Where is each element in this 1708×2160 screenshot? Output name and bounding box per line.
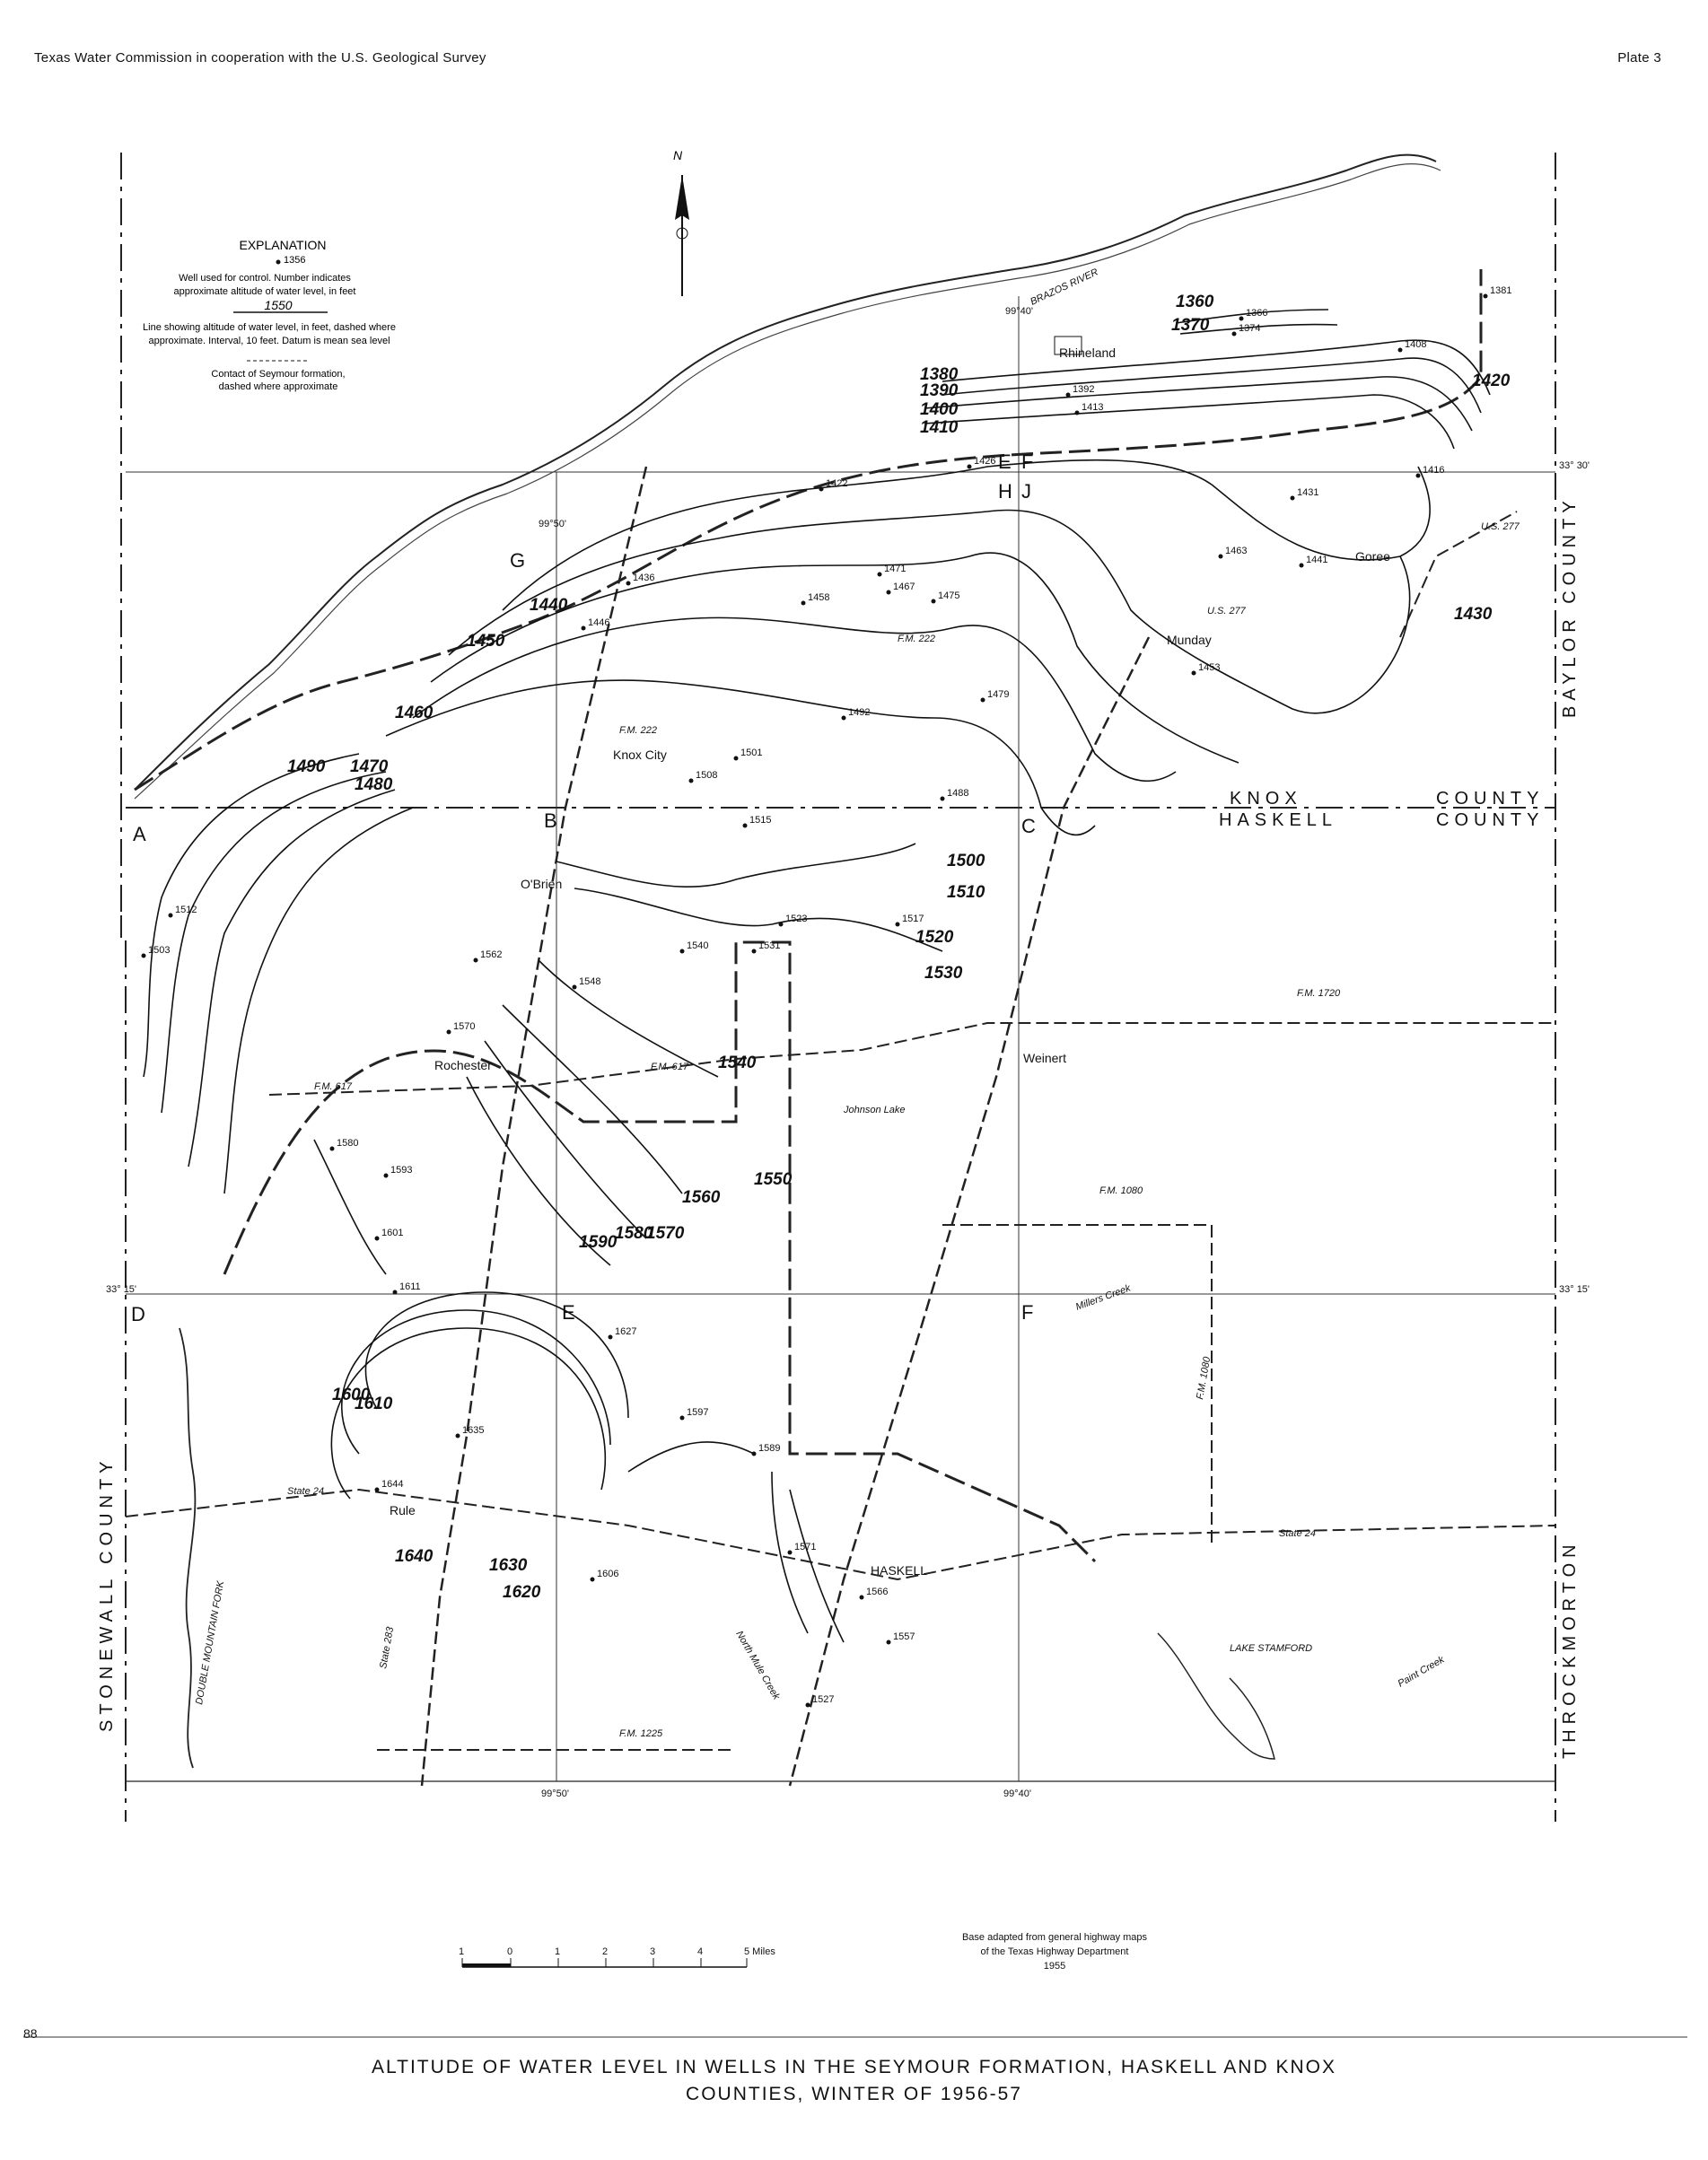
legend-contour-text: Line showing altitude of water level, in feet, dashed where <box>143 322 396 333</box>
county-throckmorton: THROCKMORTON <box>1560 1539 1580 1759</box>
contour-label: 1480 <box>355 775 393 794</box>
contour-label: 1540 <box>718 1054 757 1072</box>
contour-label: 1640 <box>395 1547 434 1566</box>
coord-lon: 99°40' <box>1003 1788 1031 1799</box>
well-point <box>447 1021 476 1035</box>
town-weinert: Weinert <box>1023 1051 1066 1065</box>
water-level-contours <box>144 310 1490 1642</box>
county-haskell-suffix: COUNTY <box>1436 810 1545 830</box>
road-label: U.S. 277 <box>1207 606 1246 617</box>
road-label: U.S. 277 <box>1481 521 1520 532</box>
scale-tick-label: 4 <box>697 1946 704 1957</box>
legend-well-text: approximate altitude of water level, in feet <box>173 286 356 297</box>
svg-text:1557: 1557 <box>893 1631 915 1642</box>
svg-text:1381: 1381 <box>1490 285 1512 296</box>
county-labels <box>97 495 1580 1759</box>
coord-lat: 33° 30' <box>1559 460 1590 471</box>
contour-label: 1360 <box>1176 293 1214 311</box>
town-munday: Munday <box>1167 633 1212 647</box>
contour-label: 1400 <box>920 400 959 419</box>
road-label: F.M. 1080 <box>1099 1185 1143 1196</box>
contour-label: 1380 <box>920 365 959 384</box>
scale-tick-label: 2 <box>602 1946 609 1957</box>
explanation-legend <box>143 238 396 392</box>
road-state-24 <box>126 1490 1555 1579</box>
legend-contour-sample: 1550 <box>264 298 293 312</box>
well-point <box>743 815 772 828</box>
legend-well-sample: 1356 <box>284 255 306 266</box>
well-point <box>941 788 969 801</box>
well-point <box>393 1281 421 1295</box>
grid-letter: D <box>131 1303 145 1325</box>
well-point <box>456 1425 485 1439</box>
county-haskell: HASKELL <box>1219 810 1338 830</box>
grid-letter: G <box>510 549 526 572</box>
water-label: BRAZOS RIVER <box>1029 267 1100 308</box>
town-haskell: HASKELL <box>871 1563 928 1578</box>
svg-text:1488: 1488 <box>947 788 969 799</box>
well-point <box>1291 487 1319 501</box>
coord-lon: 99°40' <box>1005 306 1033 317</box>
road-label: State 24 <box>287 1486 324 1497</box>
well-point <box>887 1631 915 1645</box>
well-point <box>582 617 610 631</box>
svg-text:1508: 1508 <box>696 770 718 781</box>
grid-letter: E <box>562 1301 575 1324</box>
contour-label: 1620 <box>503 1583 541 1602</box>
well-point <box>169 905 197 918</box>
contour-label: 1530 <box>924 964 963 983</box>
legend-contact-text: Contact of Seymour formation, <box>211 369 346 380</box>
svg-text:1392: 1392 <box>1073 384 1095 395</box>
contour-label: 1390 <box>920 381 959 400</box>
svg-text:Base adapted from general high: Base adapted from general highway maps <box>961 1932 1148 1943</box>
contour-label: 1370 <box>1171 316 1210 335</box>
well-point <box>384 1165 413 1178</box>
svg-text:1531: 1531 <box>758 940 781 951</box>
well-point <box>1300 555 1328 568</box>
north-arrow <box>673 148 689 296</box>
road-label: F.M. 617 <box>314 1081 352 1092</box>
road-label: State 283 <box>378 1626 397 1670</box>
legend-contour-text: approximate. Interval, 10 feet. Datum is mean sea level <box>148 336 390 346</box>
seymour-contact-north <box>135 269 1481 790</box>
road-fm-1080 <box>942 1225 1212 1543</box>
scale-tick-label: 0 <box>507 1946 513 1957</box>
scale-tick-label: 1 <box>459 1946 465 1957</box>
town-rochester: Rochester <box>434 1058 492 1072</box>
grid-letter: A <box>133 823 146 845</box>
contour-label: 1490 <box>287 757 326 776</box>
svg-text:1441: 1441 <box>1306 555 1328 565</box>
map-title-line1: ALTITUDE OF WATER LEVEL IN WELLS IN THE SEYMOUR FORMATION, HASKELL AND KNOX <box>372 2057 1336 2077</box>
svg-text:1589: 1589 <box>758 1443 781 1454</box>
legend-well-text: Well used for control. Number indicates <box>179 273 351 284</box>
town-obrien: O'Brien <box>521 877 563 891</box>
well-point <box>680 1407 709 1421</box>
svg-text:1374: 1374 <box>1239 323 1261 334</box>
scale-tick-label: 5 Miles <box>744 1946 775 1957</box>
water-label: Paint Creek <box>1396 1654 1447 1690</box>
county-stonewall: STONEWALL COUNTY <box>97 1456 117 1732</box>
well-point <box>1219 546 1248 559</box>
svg-text:1471: 1471 <box>884 564 907 574</box>
plate-number: Plate 3 <box>1617 50 1661 66</box>
well-point <box>1484 285 1512 299</box>
page-number: 88 <box>23 2026 38 2041</box>
header-credit: Texas Water Commission in cooperation with the U.S. Geological Survey <box>34 50 486 66</box>
source-note <box>962 1932 1148 1972</box>
contour-label: 1600 <box>332 1386 371 1404</box>
north-letter: N <box>672 148 683 162</box>
water-label: DOUBLE MOUNTAIN FORK <box>194 1579 227 1706</box>
svg-text:1453: 1453 <box>1198 662 1221 673</box>
county-baylor: BAYLOR COUNTY <box>1560 495 1580 718</box>
contour-label: 1430 <box>1454 605 1493 624</box>
grid-letter: B <box>544 809 557 832</box>
well-point <box>142 945 171 958</box>
svg-text:1597: 1597 <box>687 1407 709 1418</box>
well-point <box>609 1326 637 1340</box>
legend-heading: EXPLANATION <box>239 238 327 252</box>
grid-letter: F <box>1021 1301 1034 1324</box>
contour-label: 1410 <box>920 418 959 437</box>
grid-letter: F <box>1021 450 1034 473</box>
svg-text:1606: 1606 <box>597 1569 619 1579</box>
svg-text:1463: 1463 <box>1225 546 1248 556</box>
town-rule: Rule <box>390 1503 416 1517</box>
svg-text:1515: 1515 <box>749 815 772 826</box>
water-label: LAKE STAMFORD <box>1230 1643 1313 1654</box>
svg-text:1467: 1467 <box>893 582 915 592</box>
well-point <box>680 940 709 954</box>
town-goree: Goree <box>1355 549 1390 564</box>
well-point <box>860 1587 889 1600</box>
contour-label: 1460 <box>395 704 434 722</box>
road-label: F.M. 222 <box>619 725 657 736</box>
well-point <box>330 1138 359 1151</box>
svg-text:1601: 1601 <box>381 1228 404 1238</box>
svg-text:1475: 1475 <box>938 590 960 601</box>
contour-label: 1560 <box>682 1188 721 1207</box>
contour-label: 1610 <box>355 1395 393 1413</box>
double-mountain-fork-path <box>180 1328 195 1768</box>
svg-text:1431: 1431 <box>1297 487 1319 498</box>
svg-text:of the Texas Highway Departmen: of the Texas Highway Department <box>980 1946 1129 1957</box>
svg-text:1593: 1593 <box>390 1165 413 1176</box>
well-point <box>801 592 830 606</box>
contour-label: 1440 <box>530 596 568 615</box>
contour-label: 1630 <box>489 1556 528 1575</box>
county-knox: KNOX <box>1230 789 1302 809</box>
map-title-line2: COUNTIES, WINTER OF 1956-57 <box>686 2084 1022 2104</box>
svg-text:1611: 1611 <box>399 1281 421 1292</box>
well-point <box>981 689 1010 703</box>
contour-label: 1590 <box>579 1233 618 1252</box>
contour-label: 1520 <box>915 928 954 947</box>
road-us-277 <box>790 637 1149 1786</box>
well-point <box>734 748 763 761</box>
svg-text:1366: 1366 <box>1246 308 1268 319</box>
scale-bar <box>459 1946 775 1967</box>
coord-lon: 99°50' <box>541 1788 569 1799</box>
contour-label: 1550 <box>754 1170 793 1189</box>
grid-letter: C <box>1021 815 1036 837</box>
svg-text:1548: 1548 <box>579 976 601 987</box>
water-label: North Mule Creek <box>733 1629 782 1702</box>
road-label: F.M. 1720 <box>1297 988 1341 999</box>
contour-label: 1570 <box>646 1224 685 1243</box>
well-point <box>887 582 915 595</box>
svg-text:1408: 1408 <box>1405 339 1427 350</box>
scale-tick-label: 1 <box>555 1946 561 1957</box>
contour-label: 1470 <box>350 757 389 776</box>
well-point <box>375 1479 404 1492</box>
water-label: Johnson Lake <box>844 1105 906 1115</box>
legend-contact-text: dashed where approximate <box>218 381 338 392</box>
svg-text:1416: 1416 <box>1423 465 1445 476</box>
svg-text:1566: 1566 <box>866 1587 889 1597</box>
contour-label: 1580 <box>615 1224 653 1243</box>
well-point <box>375 1228 404 1241</box>
coordinate-labels <box>106 306 1590 1799</box>
road-label: F.M. 617 <box>651 1062 688 1072</box>
svg-text:1503: 1503 <box>148 945 171 956</box>
well-point <box>788 1542 817 1555</box>
well-point <box>689 770 718 783</box>
well-point <box>591 1569 619 1582</box>
well-point <box>806 1694 835 1708</box>
svg-text:1635: 1635 <box>462 1425 485 1436</box>
road-label: F.M. 1080 <box>1195 1356 1213 1401</box>
road-label: F.M. 222 <box>898 634 935 644</box>
svg-text:1422: 1422 <box>826 478 848 489</box>
grid-letter: E <box>998 450 1012 473</box>
water-label: Millers Creek <box>1073 1282 1133 1313</box>
brazos-river-bank <box>135 164 1441 799</box>
svg-text:1562: 1562 <box>480 949 503 960</box>
svg-text:1501: 1501 <box>740 748 763 758</box>
coord-lat: 33° 15' <box>1559 1284 1590 1295</box>
well-point <box>1192 662 1221 676</box>
town-knox-city: Knox City <box>613 748 667 762</box>
legend-well-dot <box>276 260 281 265</box>
svg-text:1512: 1512 <box>175 905 197 915</box>
svg-text:1570: 1570 <box>453 1021 476 1032</box>
svg-text:1479: 1479 <box>987 689 1010 700</box>
coord-lat: 33° 15' <box>106 1284 137 1295</box>
svg-text:1571: 1571 <box>794 1542 817 1552</box>
svg-text:1436: 1436 <box>633 573 655 583</box>
scale-tick-label: 3 <box>650 1946 656 1957</box>
road-label: State 24 <box>1279 1528 1316 1539</box>
contour-label: 1500 <box>947 852 985 870</box>
contour-label: 1510 <box>947 883 985 902</box>
road-label: F.M. 1225 <box>619 1728 663 1739</box>
svg-text:1446: 1446 <box>588 617 610 628</box>
seymour-contact-south <box>224 942 1095 1561</box>
county-knox-suffix: COUNTY <box>1436 789 1545 809</box>
svg-text:1955: 1955 <box>1043 1961 1066 1972</box>
svg-text:1523: 1523 <box>785 914 808 924</box>
svg-text:1527: 1527 <box>812 1694 835 1705</box>
svg-text:1413: 1413 <box>1082 402 1104 413</box>
grid-letter: J <box>1021 480 1031 503</box>
svg-text:1517: 1517 <box>902 914 924 924</box>
contour-label: 1420 <box>1472 372 1511 390</box>
contour-label: 1450 <box>467 632 505 651</box>
grid-letter: H <box>998 480 1012 503</box>
svg-text:1627: 1627 <box>615 1326 637 1337</box>
well-point <box>573 976 601 990</box>
well-point <box>752 1443 781 1456</box>
water-labels <box>194 267 1447 1705</box>
svg-text:1540: 1540 <box>687 940 709 951</box>
svg-text:1644: 1644 <box>381 1479 404 1490</box>
svg-text:1492: 1492 <box>848 707 871 718</box>
well-point <box>474 949 503 963</box>
well-point <box>1232 323 1261 337</box>
svg-text:1580: 1580 <box>337 1138 359 1149</box>
svg-text:1426: 1426 <box>974 456 996 467</box>
well-point <box>779 914 808 927</box>
town-rhineland: Rhineland <box>1059 345 1117 360</box>
svg-text:1458: 1458 <box>808 592 830 603</box>
well-point <box>896 914 924 927</box>
well-point <box>932 590 960 604</box>
coord-lon: 99°50' <box>539 519 566 529</box>
